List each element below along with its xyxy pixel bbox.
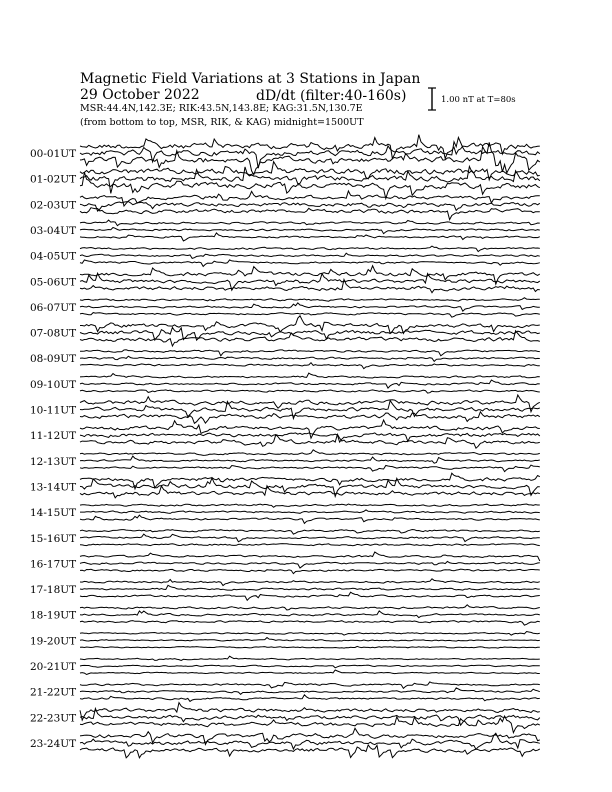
trace-rik [80,137,540,168]
chart-title: Magnetic Field Variations at 3 Stations in Japan [80,71,421,87]
trace-msr [80,373,540,378]
trace-rik [80,380,540,388]
hour-label: 20-21UT [30,661,77,673]
scale-bar-label: 1.00 nT at T=80s [441,95,516,105]
hour-label: 23-24UT [30,737,77,750]
hour-label: 02-03UT [30,199,77,212]
trace-kag [80,569,540,574]
trace-kag [80,390,540,393]
trace-msr [80,656,540,660]
trace-kag [80,695,540,702]
trace-rik [80,688,540,694]
trace-msr [80,632,540,636]
trace-kag [80,233,540,241]
trace-kag [80,716,540,733]
station-order-note: (from bottom to top, MSR, RIK, & KAG) midnight=1500UT [80,117,364,128]
trace-kag [80,544,540,546]
hour-label: 00-01UT [30,148,77,160]
hour-label: 04-05UT [30,250,77,263]
trace-kag [80,621,540,626]
hour-label: 07-08UT [30,327,77,340]
trace-msr [80,350,540,356]
trace-kag [80,172,540,198]
trace-group [80,135,540,758]
trace-rik [80,611,540,618]
trace-kag [80,670,540,675]
chart-quantity: dD/dt (filter:40-160s) [256,88,407,104]
hour-label: 16-17UT [30,558,77,571]
hour-label: 01-02UT [30,173,77,186]
trace-kag [80,486,540,498]
trace-msr [80,298,540,302]
hour-label: 08-09UT [30,353,77,366]
trace-msr [80,504,540,507]
trace-rik [80,303,540,311]
trace-msr [80,552,540,561]
hour-label: 10-11UT [30,404,77,417]
trace-rik [80,166,540,193]
trace-msr [80,220,540,226]
trace-rik [80,510,540,514]
trace-msr [80,450,540,456]
trace-msr [80,605,540,610]
hour-label: 18-19UT [30,609,77,622]
trace-rik [80,253,540,258]
trace-kag [80,412,540,424]
trace-rik [80,356,540,361]
hour-label: 13-14UT [30,481,77,494]
trace-kag [80,363,540,369]
trace-rik [80,561,540,568]
trace-rik [80,273,540,290]
trace-msr [80,682,540,689]
trace-kag [80,260,540,267]
hour-label: 06-07UT [30,301,77,314]
trace-msr [80,246,540,251]
trace-msr [80,530,540,535]
chart-date: 29 October 2022 [80,87,200,103]
hour-label-group [30,148,76,750]
hour-label: 12-13UT [30,455,77,468]
hour-label: 05-06UT [30,276,77,289]
hour-label: 14-15UT [30,507,77,520]
trace-rik [80,456,540,463]
trace-kag [80,313,540,318]
hour-label: 11-12UT [30,430,77,443]
trace-msr [80,579,540,586]
trace-rik [80,228,540,234]
hour-label: 09-10UT [30,378,77,391]
hour-label: 22-23UT [30,712,77,725]
hour-label: 19-20UT [30,635,77,648]
trace-kag [80,745,540,758]
hour-label: 21-22UT [30,686,77,699]
hour-label: 03-04UT [30,224,77,237]
trace-kag [80,515,540,523]
trace-rik [80,665,540,668]
hour-label: 15-16UT [30,532,77,545]
trace-rik [80,534,540,542]
hour-label: 17-18UT [30,584,77,597]
trace-kag [80,331,540,346]
trace-kag [80,646,540,648]
trace-kag [80,465,540,472]
trace-rik [80,585,540,590]
trace-kag [80,208,540,220]
trace-msr [80,135,540,159]
trace-kag [80,592,540,600]
station-coordinates: MSR:44.4N,142.3E; RIK:43.5N,143.8E; KAG:31.5N,130.7E [80,103,363,114]
trace-rik [80,638,540,642]
trace-msr [80,191,540,206]
